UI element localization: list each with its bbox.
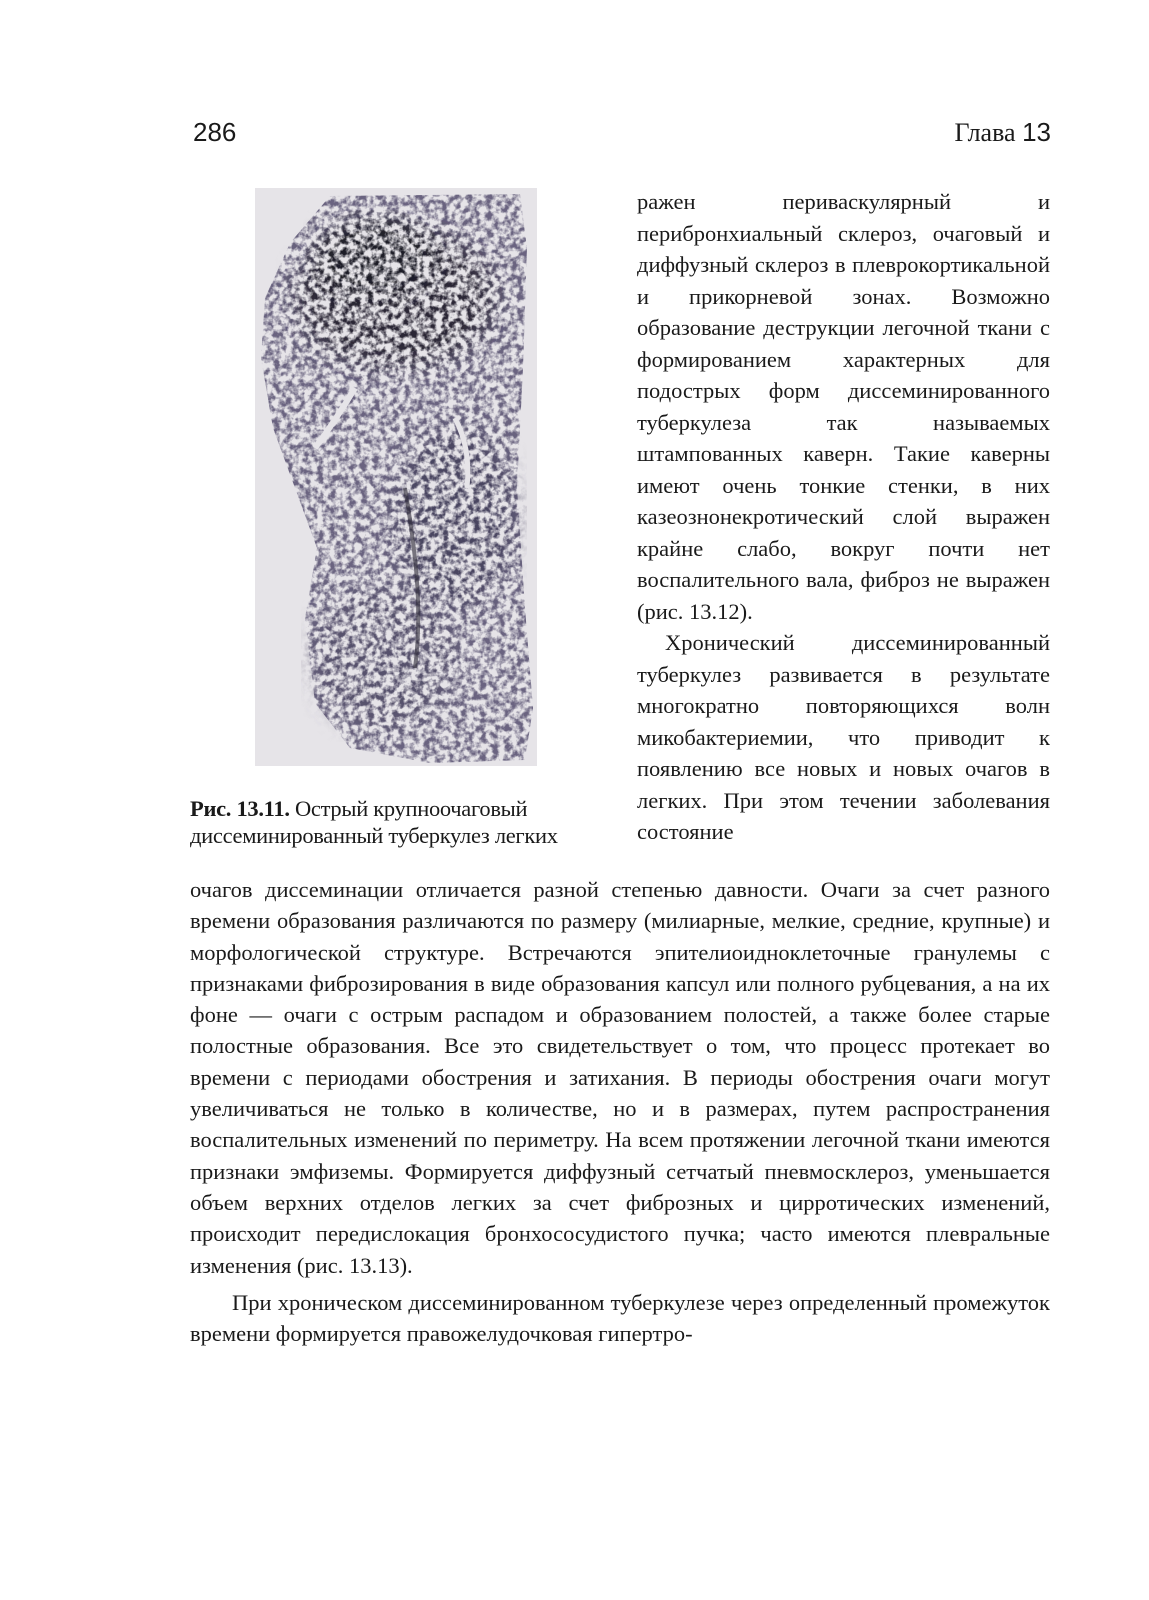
right-column-text (637, 186, 1050, 848)
paragraph: ражен периваскулярный и перибронхиальный склероз, очаговый и диффузный склероз в плеврокортикальной и прикорневой зонах. Возможно образование деструкции легочной ткани с формированием характерных для подострых форм диссеминированного туберкулеза так называемых штампованных каверн. Такие каверны имеют очень тонкие стенки, в них казеознонекротический слой выражен крайне слабо, вокруг почти нет воспалительного вала, фиброз не выражен (рис. 13.12). (637, 189, 1050, 624)
caption-label: Рис. 13.11. (190, 796, 290, 821)
chapter-word: Глава (954, 118, 1016, 147)
paragraph: При хроническом диссеминированном туберкулезе через определенный промежуток времени формируется правожелудочковая гипертро- (190, 1289, 1050, 1347)
paragraph: Хронический диссеминированный туберкулез развивается в результате многократно повторяющихся волн микобактериемии, что приводит к появлению все новых и новых очагов в легких. При этом течении заболевания состояние (637, 630, 1050, 844)
running-head (955, 117, 1052, 148)
paragraph: очагов диссеминации отличается разной степенью давности. Очаги за счет разного времени образования различаются по размеру (милиарные, мелкие, средние, крупные) и морфологической структуре. Встречаются эпителиоидноклеточные гранулемы с признаками фиброзирования в виде образования капсул или полного рубцевания, а на их фоне — очаги с острым распадом и образованием полостей, а также более старые полостные образования. Все это свидетельствует о том, что процесс протекает во времени с периодами обострения и затихания. В периоды обострения очаги могут увеличиваться не только в количестве, но и в размерах, путем распространения воспалительных изменений по периметру. На всем протяжении легочной ткани имеются признаки эмфиземы. Формируется диффузный сетчатый пневмосклероз, уменьшается объем верхних отделов легких за счет фиброзных и цирротических изменений, происходит передислокация бронхососудистого пучка; часто имеются плевральные изменения (рис. 13.13). (190, 877, 1050, 1278)
chapter-number: 13 (1022, 117, 1051, 147)
figure-caption (190, 795, 610, 849)
full-width-text (190, 874, 1050, 1349)
histology-figure-image (255, 188, 537, 766)
caption-text: Острый крупноочаговый диссеминированный туберкулез легких (190, 796, 558, 848)
page-number: 286 (193, 117, 237, 147)
